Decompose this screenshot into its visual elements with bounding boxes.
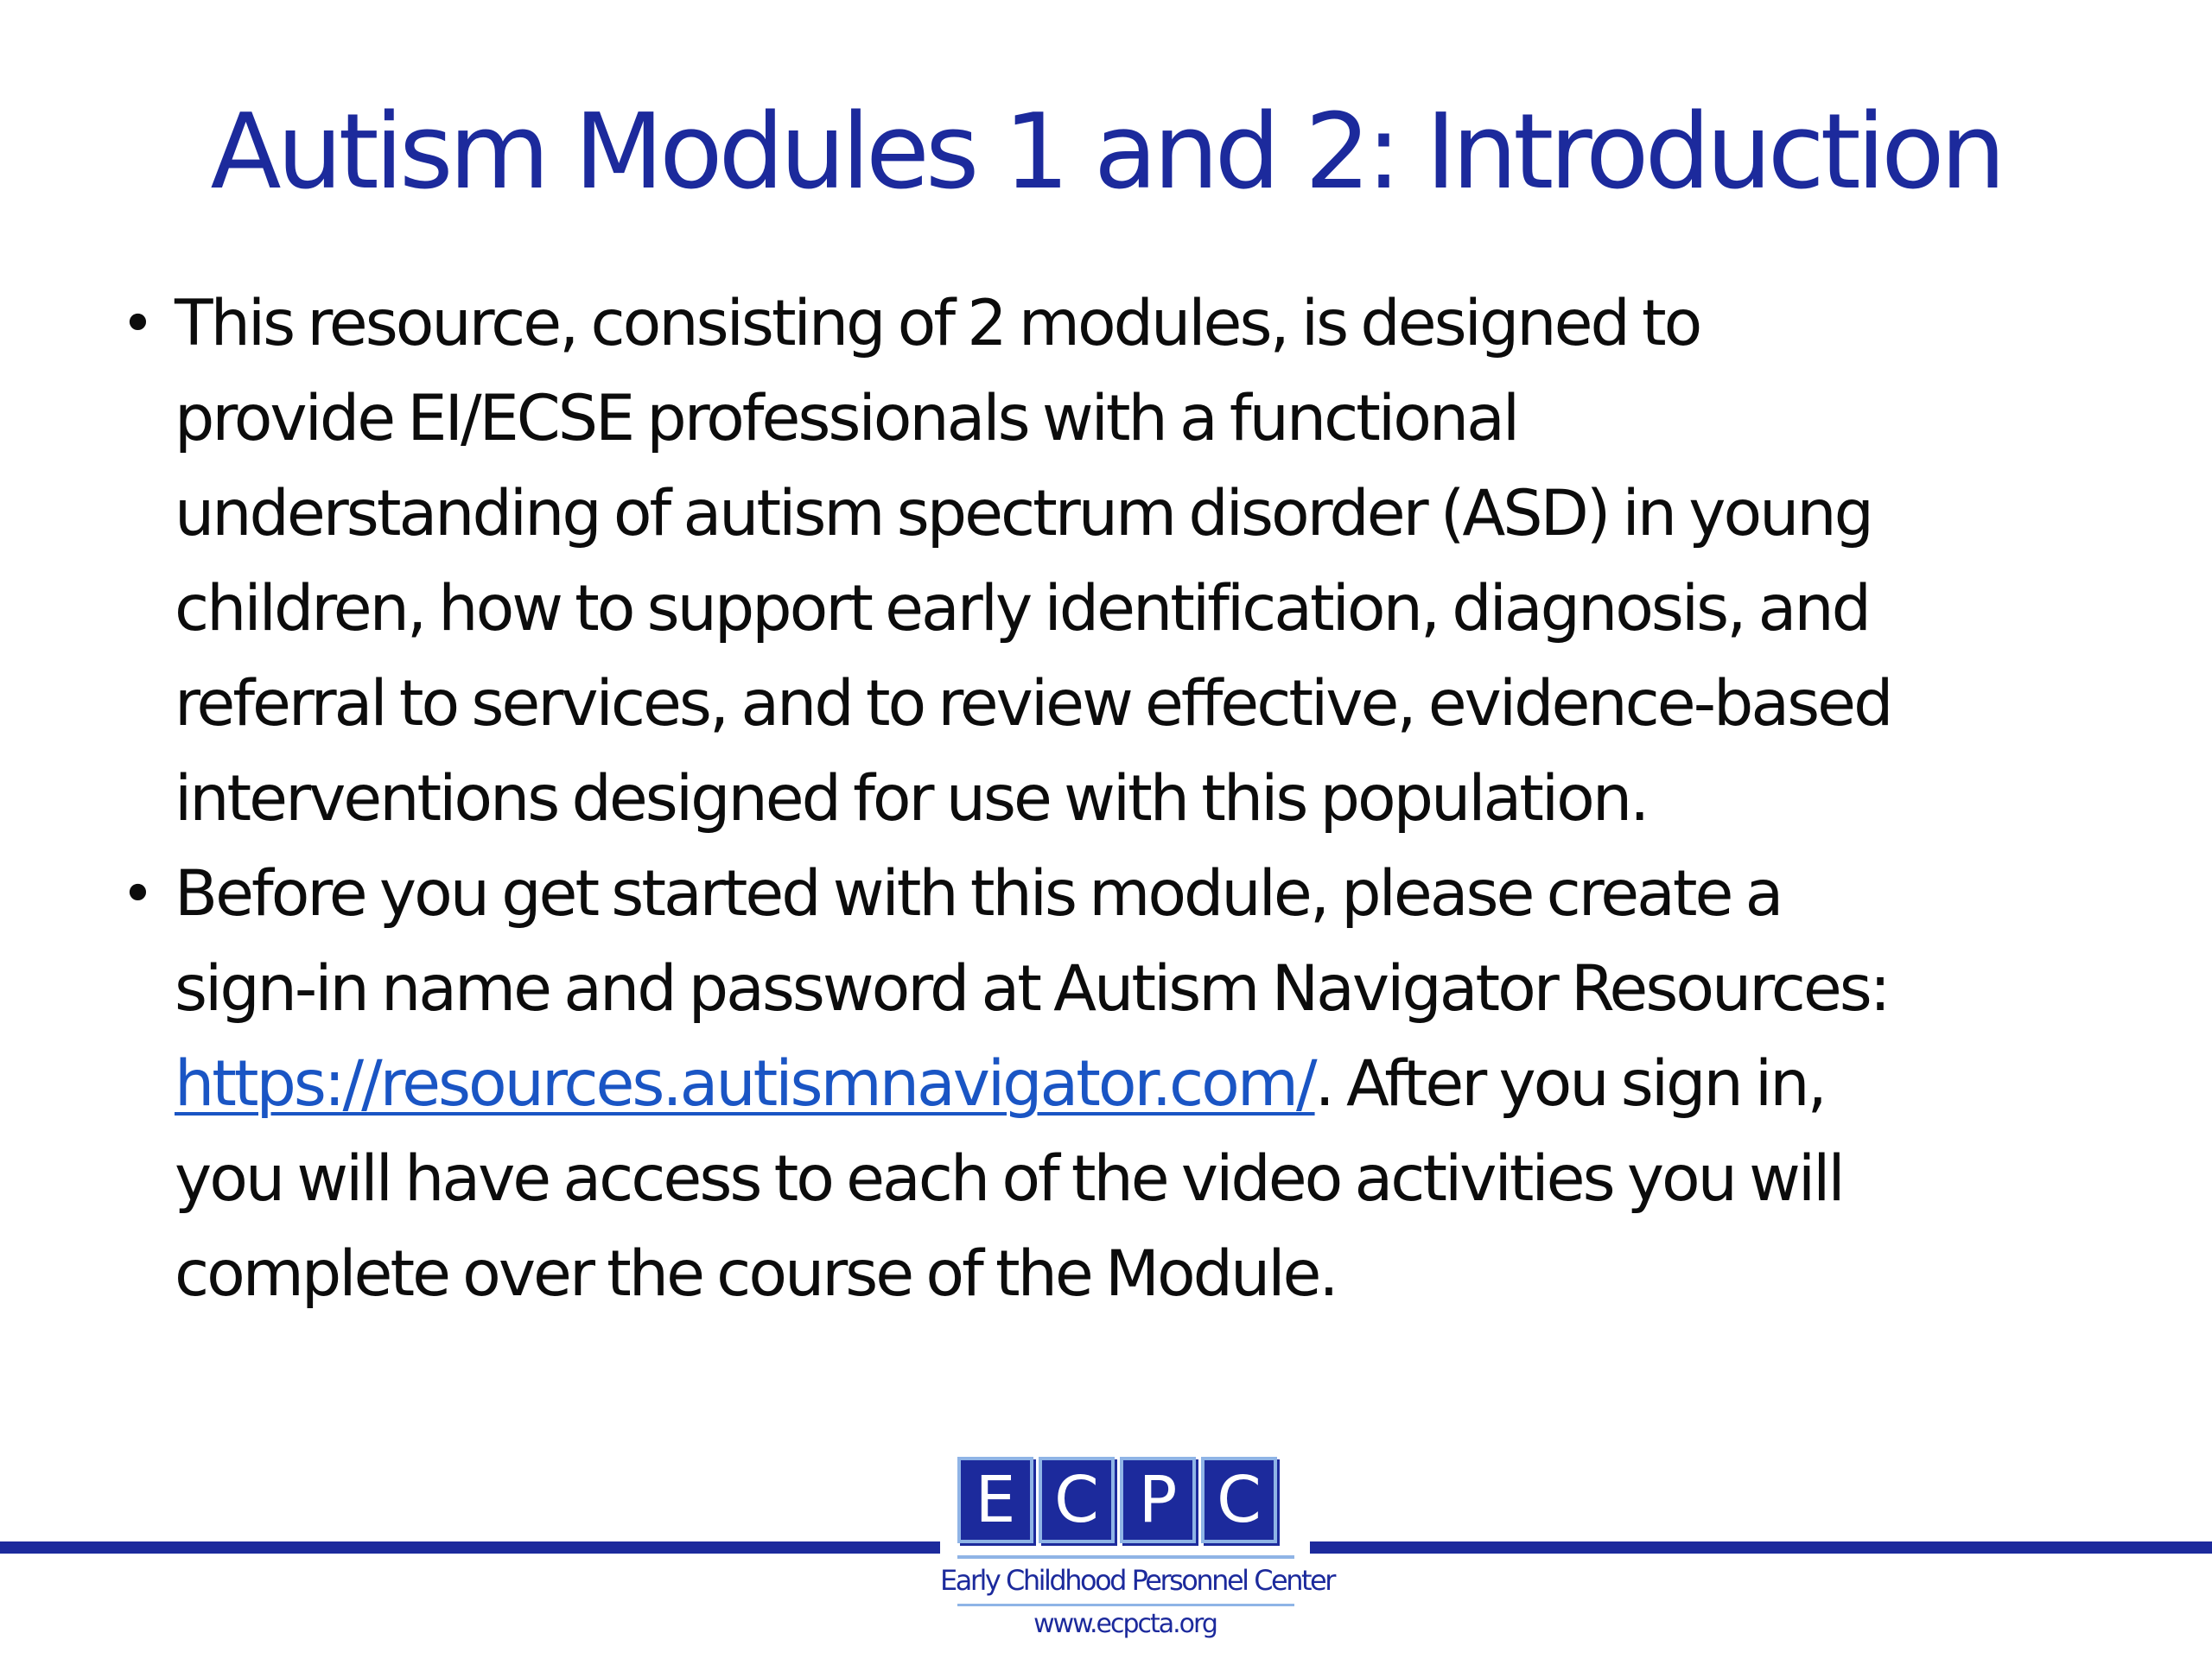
after-link-text: . After you sign in, [1314,1047,1825,1121]
bullet-list [121,276,2160,1322]
bullet-2-line-2: sign-in name and password at Autism Navigator Resources: [175,952,1889,1026]
logo-organization-name: Early Childhood Personnel Center [940,1564,1334,1597]
bullet-2-line-4: you will have access to each of the video activities you will [175,1142,1843,1216]
bullet-item-1 [121,276,2160,847]
logo-divider-lower [957,1604,1294,1606]
logo-tiles [957,1457,1277,1543]
bullet-1-line-1: This resource, consisting of 2 modules, is designed to [175,287,1700,360]
bullet-marker: • [121,290,152,357]
footer-rule-right [1310,1541,2212,1554]
autism-navigator-link[interactable]: https://resources.autismnavigator.com/ [175,1047,1315,1121]
slide-title: Autism Modules 1 and 2: Introduction [210,92,2002,213]
bullet-2-link-line [175,1037,2160,1132]
logo-tile-e: E [957,1457,1033,1543]
logo-tile-p: P [1120,1457,1196,1543]
bullet-1-line-2: provide EI/ECSE professionals with a functional [175,382,1518,455]
logo-website: www.ecpcta.org [1033,1609,1217,1639]
bullet-marker: • [121,861,152,927]
bullet-1-line-3: understanding of autism spectrum disorder (ASD) in young [175,477,1872,550]
bullet-1-line-6: interventions designed for use with this population. [175,762,1648,836]
bullet-item-2 [121,847,2160,1322]
logo-divider [957,1555,1294,1559]
bullet-2-line-5: complete over the course of the Module. [175,1237,1337,1311]
bullet-1-line-5: referral to services, and to review effective, evidence-based [175,667,1891,741]
ecpc-logo [940,1448,1334,1659]
bullet-2-line-1: Before you get started with this module, please create a [175,857,1782,931]
logo-tile-c2: C [1201,1457,1277,1543]
footer-rule-left [0,1541,940,1554]
bullet-1-line-4: children, how to support early identification, diagnosis, and [175,572,1869,645]
logo-tile-c: C [1039,1457,1115,1543]
